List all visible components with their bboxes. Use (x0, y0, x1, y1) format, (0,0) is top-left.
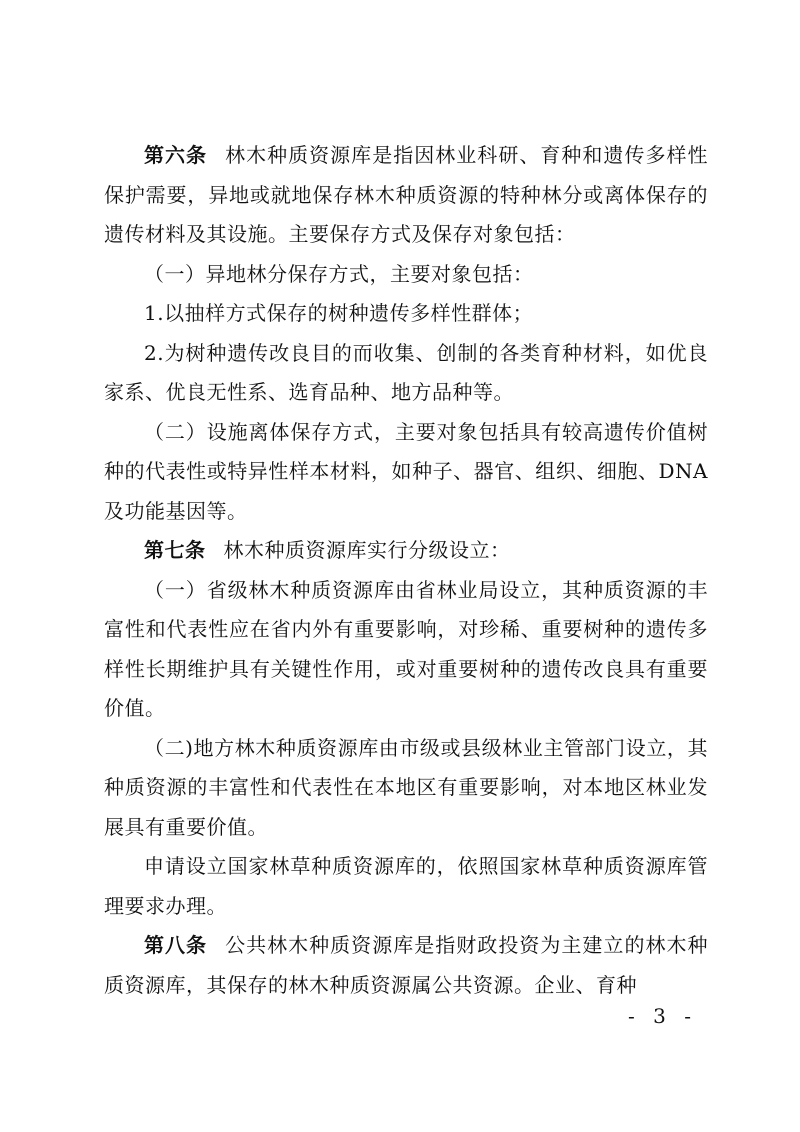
item-paragraph (104, 255, 708, 295)
item-paragraph (104, 847, 708, 926)
article-8-paragraph (104, 926, 708, 1005)
item-paragraph (104, 334, 708, 413)
paragraph-text: （一）异地林分保存方式，主要对象包括： (144, 261, 534, 286)
paragraph-text: 2.为树种遗传改良目的而收集、创制的各类育种材料，如优良家系、优良无性系、选育品种、地方品种等。 (104, 340, 708, 404)
item-paragraph (104, 294, 708, 334)
item-paragraph (104, 413, 708, 532)
article-7-paragraph (104, 531, 708, 571)
item-paragraph (104, 729, 708, 848)
paragraph-text: （一）省级林木种质资源库由省林业局设立，其种质资源的丰富性和代表性应在省内外有重要影响，对珍稀、重要树种的遗传多样性长期维护具有关键性作用，或对重要树种的遗传改良具有重要价值。 (104, 577, 708, 720)
article-label: 第七条 (144, 538, 206, 562)
paragraph-text: 林木种质资源库是指因林业科研、育种和遗传多样性保护需要，异地或就地保存林木种质资源的特种林分或离体保存的遗传材料及其设施。主要保存方式及保存对象包括： (104, 143, 709, 246)
page-number: - 3 - (628, 1004, 697, 1028)
paragraph-text: 公共林木种质资源库是指财政投资为主建立的林木种质资源库，其保存的林木种质资源属公共资源。企业、育种 (104, 933, 709, 997)
paragraph-text: 申请设立国家林草种质资源库的，依照国家林草种质资源库管理要求办理。 (104, 854, 708, 918)
document-body (104, 136, 708, 1005)
paragraph-text: 1.以抽样方式保存的树种遗传多样性群体； (144, 301, 534, 325)
article-6-paragraph (104, 136, 708, 255)
article-label: 第八条 (144, 933, 208, 957)
paragraph-text: （二）设施离体保存方式，主要对象包括具有较高遗传价值树种的代表性或特异性样本材料，如种子、器官、组织、细胞、DNA及功能基因等。 (104, 419, 708, 523)
article-label: 第六条 (144, 143, 208, 167)
paragraph-text: （二)地方林木种质资源库由市级或县级林业主管部门设立，其种质资源的丰富性和代表性在本地区有重要影响，对本地区林业发展具有重要价值。 (104, 735, 708, 839)
paragraph-text: 林木种质资源库实行分级设立： (223, 538, 511, 562)
item-paragraph (104, 571, 708, 729)
